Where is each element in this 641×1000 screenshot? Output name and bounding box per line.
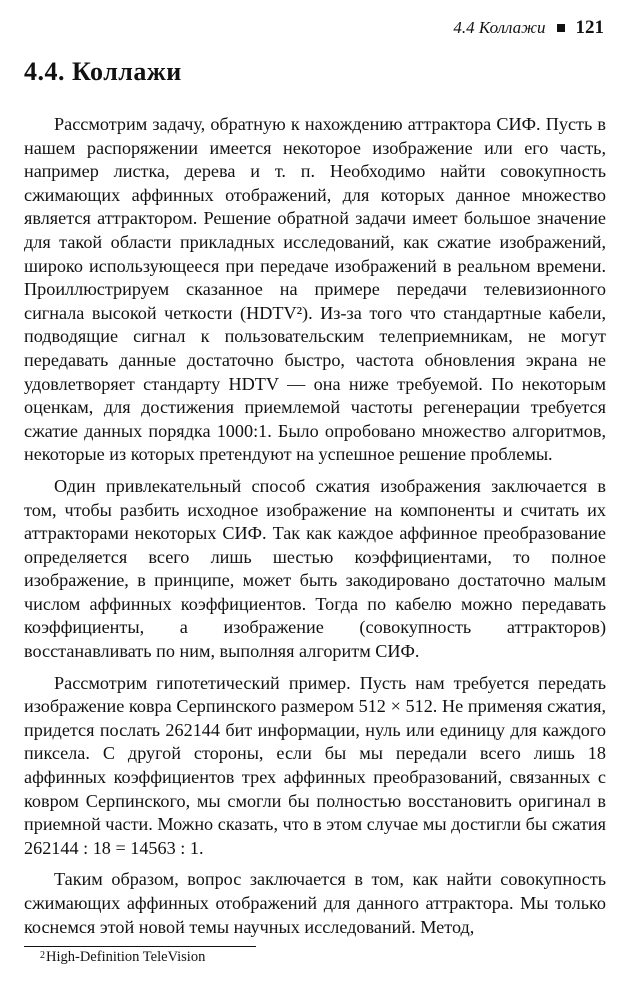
square-bullet-icon [557,24,565,32]
footnote-marker: 2 [40,950,45,961]
paragraph-3: Рассмотрим гипотетический пример. Пусть нам требуется передать изображение ковра Серпинского размером 512 × 512. Не применяя сжатия, придется послать 262144 бит информации, нуль или единицу для каждого пиксела. С другой стороны, если бы мы передали всего лишь 18 аффинных коэффициентов трех аффинных преобразований, связанных с ковром Серпинского, мы смогли бы полностью восстановить оригинал в приемной части. Можно сказать, что в этом случае мы достигли бы сжатия 262144 : 18 = 14563 : 1. [24,672,606,858]
running-head [453,18,604,38]
footnote-text: High-Definition TeleVision [46,949,206,965]
footnote-divider [24,946,256,947]
footnote [40,948,205,966]
running-section-title: 4.4 Коллажи [453,18,546,37]
section-title: 4.4. Коллажи [24,57,182,86]
paragraph-2: Один привлекательный способ сжатия изображения заключается в том, чтобы разбить исходное изображение на компоненты и считать их аттракторами некоторых СИФ. Так как каждое аффинное преобразование определяется всего лишь шестью коэффициентами, то полное изображение, в принципе, может быть закодировано достаточно малым числом аффинных коэффициентов. Тогда по кабелю можно передавать коэффициенты, а изображение (совокупность аттракторов) восстанавливать по ним, выполняя алгоритм СИФ. [24,475,606,662]
page-number: 121 [575,17,604,38]
paragraph-4: Таким образом, вопрос заключается в том, как найти совокупность сжимающих аффинных отображений для данного аттрактора. Мы только коснемся этой новой темы научных исследований. Метод, [24,869,606,937]
paragraph-1: Рассмотрим задачу, обратную к нахождению аттрактора СИФ. Пусть в нашем распоряжении имеется некоторое изображение или его часть, например листка, дерева и т. п. Необходимо найти совокупность сжимающих аффинных отображений, для которых данное множество является аттрактором. Решение обратной задачи имеет большое значение для такой области прикладных исследований, как сжатие изображений, широко использующееся при передаче изображений в реальном времени. Проиллюстрируем сказанное на примере передачи телевизионного сигнала высокой четкости (HDTV²). Из-за того что стандартные кабели, подводящие сигнал к пользовательским телеприемникам, не могут передавать данные достаточно быстро, частота обновления экрана не удовлетворяет стандарту HDTV — она ниже требуемой. По некоторым оценкам, для достижения приемлемой частоты регенерации требуется сжатие данных порядка 1000:1. Было опробовано множество алгоритмов, некоторые из которых претендуют на успешное решение проблемы. [24,114,606,465]
main-text [24,113,606,939]
